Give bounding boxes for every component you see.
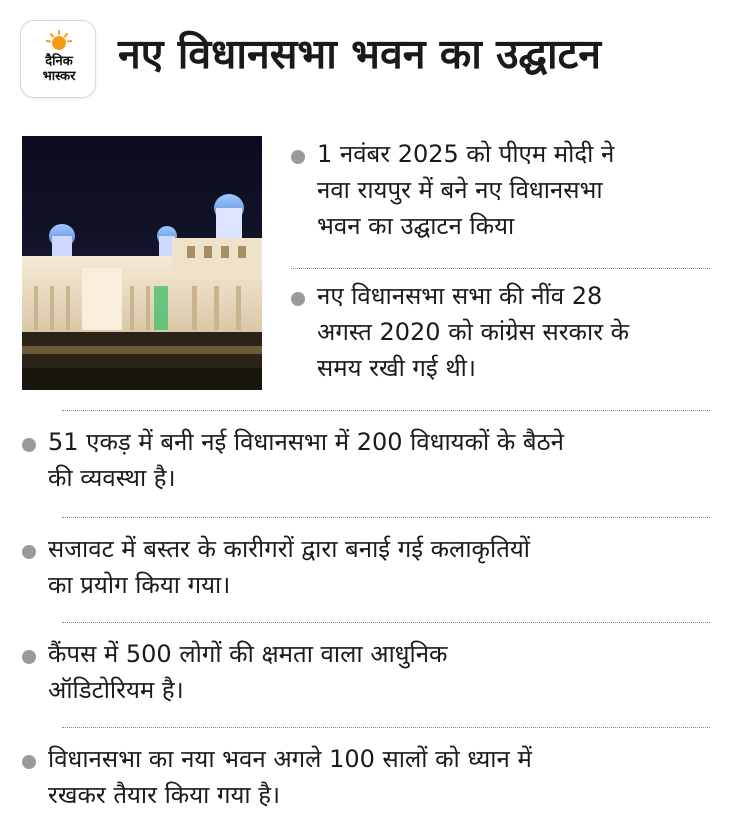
bullet-dot (22, 755, 36, 769)
bullet-1-text (317, 136, 614, 244)
bullet-5-line-2: ऑडिटोरियम है। (48, 676, 184, 704)
dainik-bhaskar-logo (20, 20, 96, 98)
bullet-dot (22, 650, 36, 664)
bullet-dot (291, 292, 305, 306)
bullet-3-line-2: की व्यवस्था है। (48, 464, 176, 492)
bullet-3-line-1: 51 एकड़ में बनी नई विधानसभा में 200 विधायकों के बैठने (48, 428, 564, 456)
headline: नए विधानसभा भवन का उद्घाटन (118, 30, 602, 78)
building-photo (22, 136, 262, 390)
bullet-2-text (317, 278, 629, 386)
bullet-6-line-2: रखकर तैयार किया गया है। (48, 781, 281, 809)
separator (291, 268, 710, 269)
bullet-6-line-1: विधानसभा का नया भवन अगले 100 सालों को ध्यान में (48, 745, 532, 773)
bullet-4-line-2: का प्रयोग किया गया। (48, 571, 231, 599)
bullet-4-line-1: सजावट में बस्तर के कारीगरों द्वारा बनाई गई कलाकृतियों (48, 535, 531, 563)
bullet-dot (22, 438, 36, 452)
separator (62, 410, 710, 411)
bullet-3-text (48, 424, 564, 496)
bullet-6-text (48, 741, 532, 813)
bullet-5-line-1: कैंपस में 500 लोगों की क्षमता वाला आधुनिक (48, 640, 448, 668)
bullet-1-line-3: भवन का उद्घाटन किया (317, 212, 515, 240)
bullet-2-line-3: समय रखी गई थी। (317, 354, 476, 382)
bullet-1-line-2: नवा रायपुर में बने नए विधानसभा (317, 176, 603, 204)
bullet-4-text (48, 531, 530, 603)
bullet-2-line-1: नए विधानसभा सभा की नींव 28 (317, 282, 603, 310)
sun-logo-icon (21, 21, 97, 99)
logo-text-line1: दैनिक (45, 54, 73, 69)
bullet-5-text (48, 636, 447, 708)
bullet-2-line-2: अगस्त 2020 को कांग्रेस सरकार के (317, 318, 630, 346)
separator (62, 727, 710, 728)
bullet-1-line-1: 1 नवंबर 2025 को पीएम मोदी ने (317, 140, 615, 168)
bullet-dot (22, 545, 36, 559)
separator (62, 517, 710, 518)
logo-text-line2: भास्कर (42, 69, 76, 84)
bullet-dot (291, 150, 305, 164)
separator (62, 622, 710, 623)
